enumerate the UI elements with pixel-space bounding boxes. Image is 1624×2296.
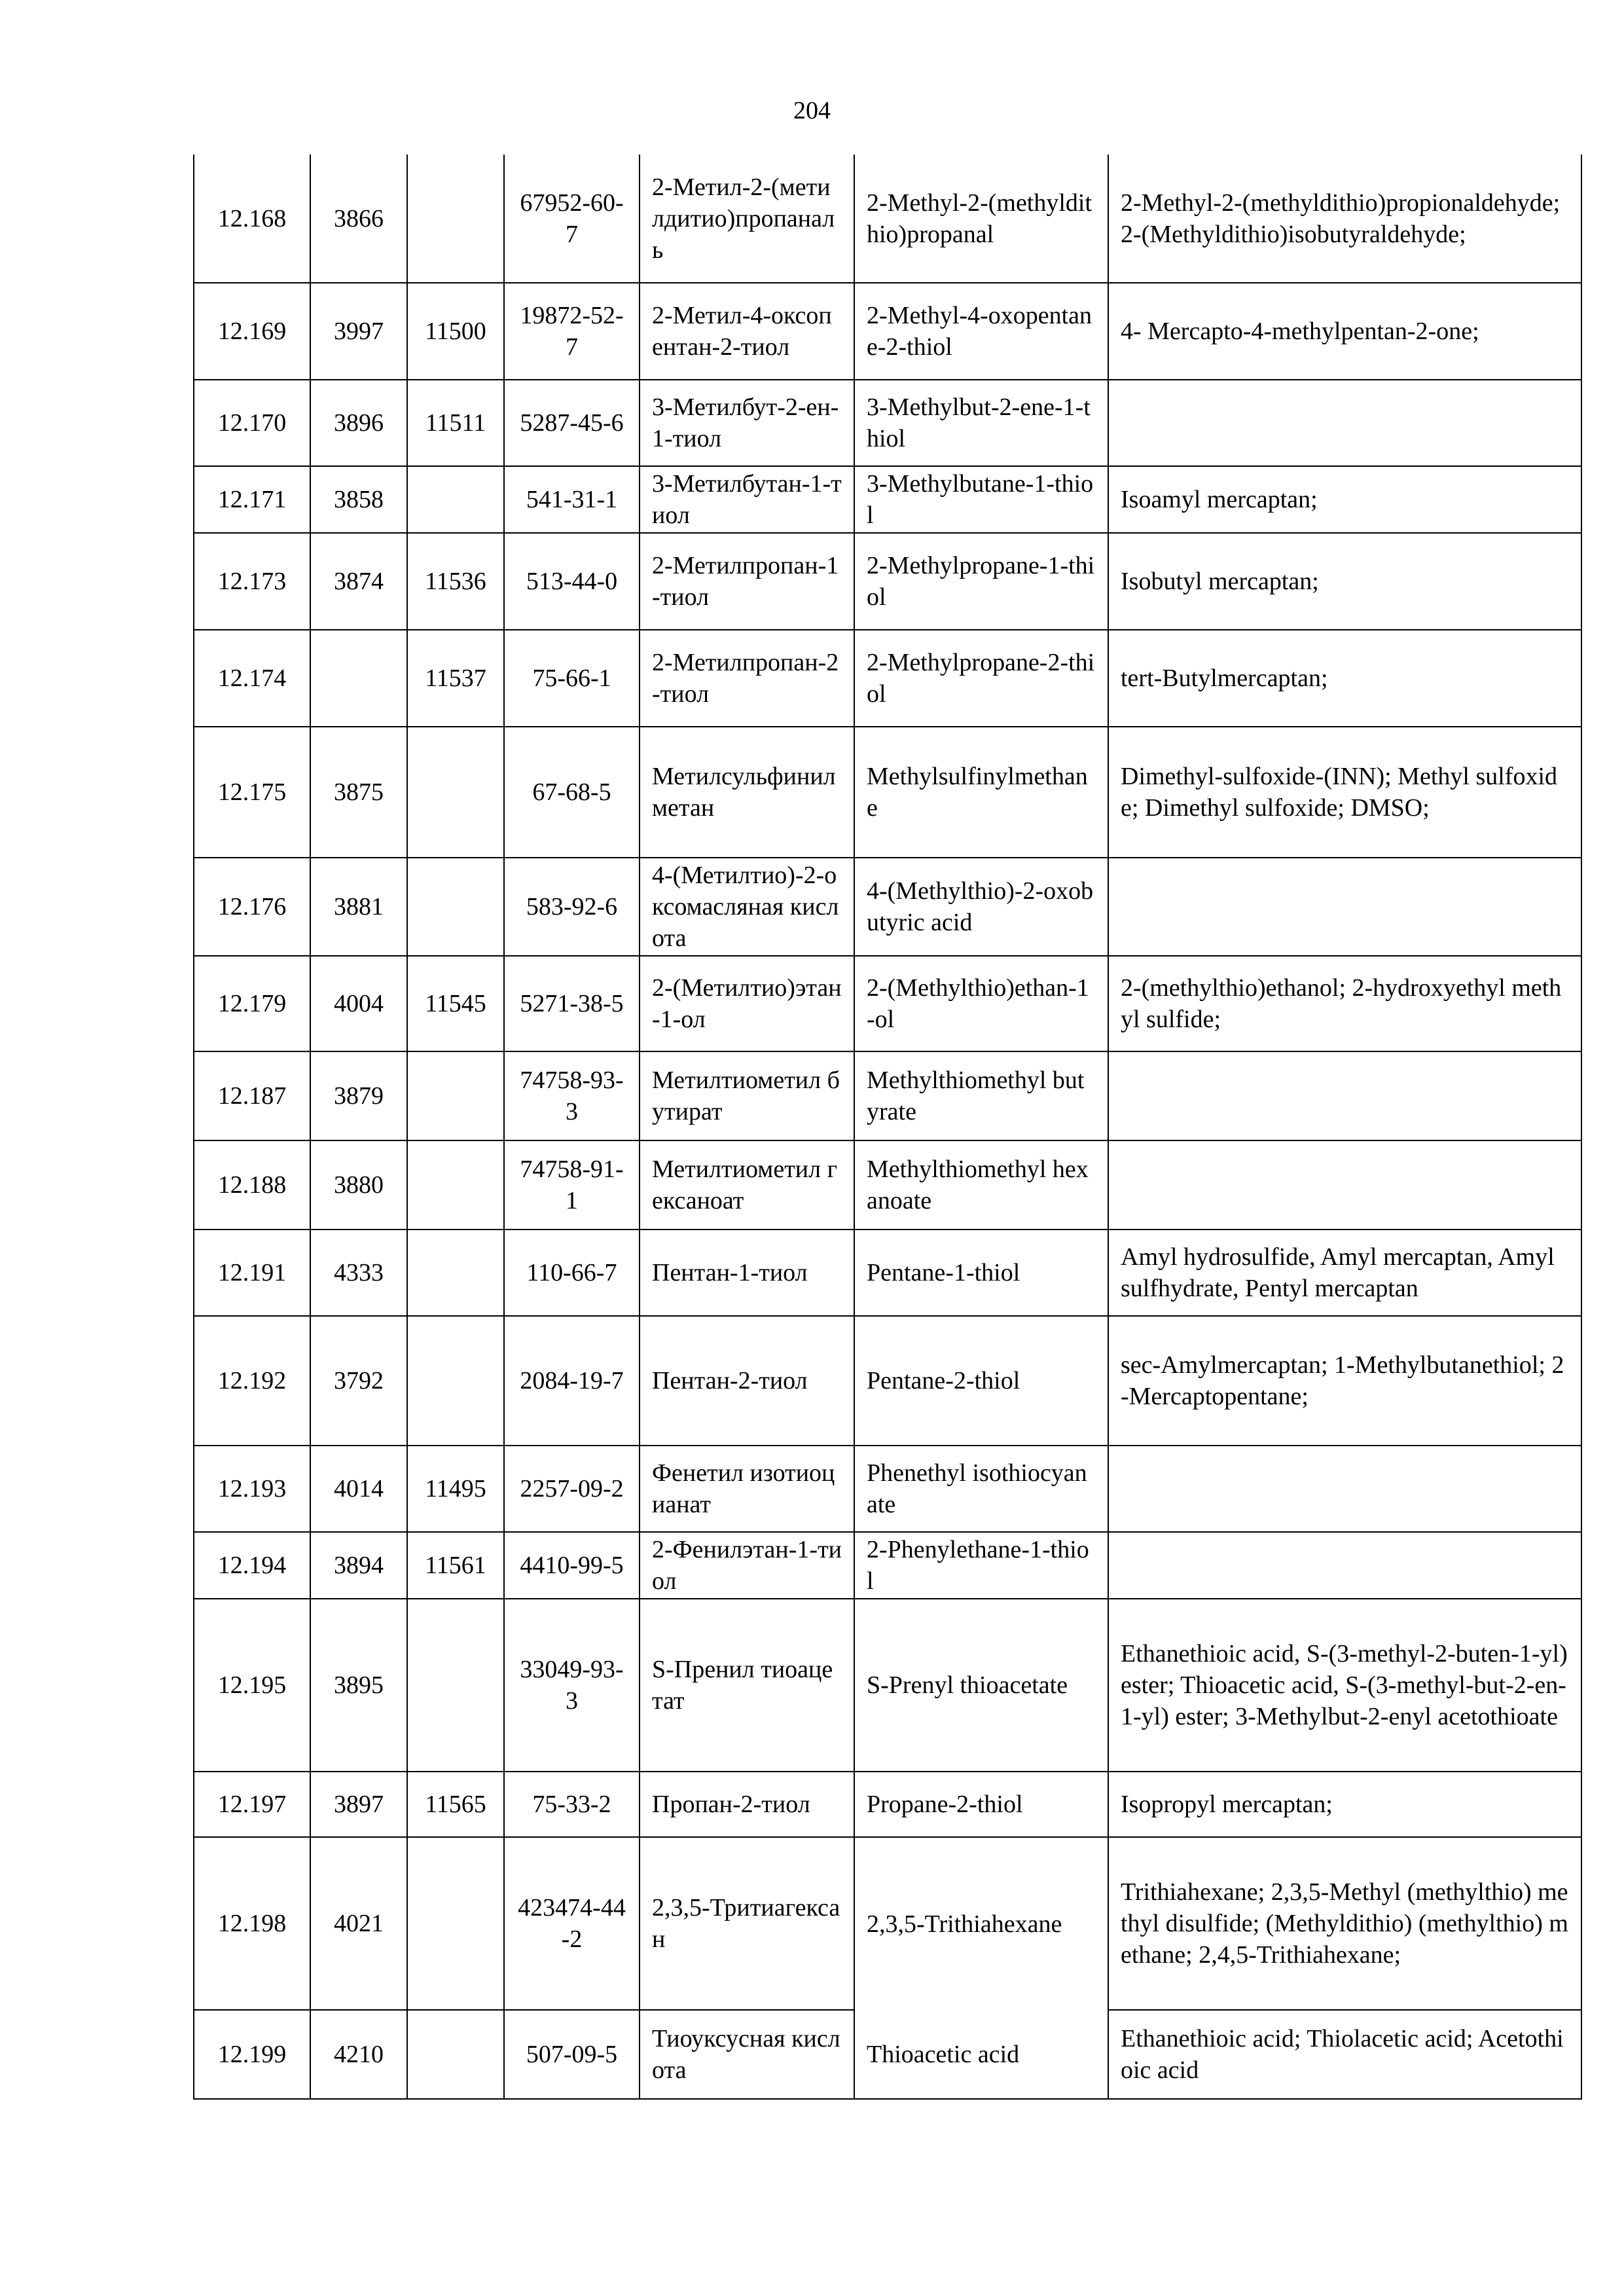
name-russian-cell: 2-Метил-2-(метилдитио)пропаналь xyxy=(640,155,854,283)
row-number-cell: 12.188 xyxy=(194,1140,310,1230)
synonyms-cell: Trithiahexane; 2,3,5-Methyl (methylthio) methyl disulfide; (Methyldithio) (methylthio) methane; 2,4,5-Trithiahexane; xyxy=(1108,1837,1581,2010)
fl-number-cell: 3879 xyxy=(310,1051,407,1140)
fl-number-cell xyxy=(310,630,407,727)
cas-number-cell: 507-09-5 xyxy=(504,2010,640,2099)
row-number-cell: 12.168 xyxy=(194,155,310,283)
fl-number-cell: 3894 xyxy=(310,1532,407,1599)
cas-number-cell: 513-44-0 xyxy=(504,533,640,630)
cas-number-cell: 75-66-1 xyxy=(504,630,640,727)
jecfa-number-cell: 11511 xyxy=(407,380,504,466)
row-number-cell: 12.199 xyxy=(194,2010,310,2099)
name-russian-cell: Метилтиометил гексаноат xyxy=(640,1140,854,1230)
table-row xyxy=(194,533,1581,630)
row-number-cell: 12.169 xyxy=(194,283,310,380)
table-row xyxy=(194,1837,1581,2010)
row-number-cell: 12.195 xyxy=(194,1599,310,1772)
jecfa-number-cell xyxy=(407,1140,504,1230)
synonyms-cell: Ethanethioic acid; Thiolacetic acid; Acetothioic acid xyxy=(1108,2010,1581,2099)
table-row xyxy=(194,1599,1581,1772)
fl-number-cell: 3858 xyxy=(310,466,407,533)
synonyms-cell xyxy=(1108,1532,1581,1599)
cas-number-cell: 2084-19-7 xyxy=(504,1316,640,1446)
synonyms-cell: 2-Methyl-2-(methyldithio)propionaldehyde; 2-(Methyldithio)isobutyraldehyde; xyxy=(1108,155,1581,283)
substances-table-body xyxy=(194,155,1581,2099)
table-row xyxy=(194,956,1581,1051)
name-russian-cell: 2-Метилпропан-1-тиол xyxy=(640,533,854,630)
jecfa-number-cell: 11500 xyxy=(407,283,504,380)
synonyms-cell: Isobutyl mercaptan; xyxy=(1108,533,1581,630)
name-russian-cell: 2,3,5-Тритиагексан xyxy=(640,1837,854,2010)
fl-number-cell: 3874 xyxy=(310,533,407,630)
synonyms-cell: 4- Mercapto-4-methylpentan-2-one; xyxy=(1108,283,1581,380)
name-english-cell: 2-Methylpropane-1-thiol xyxy=(854,533,1108,630)
jecfa-number-cell xyxy=(407,2010,504,2099)
jecfa-number-cell xyxy=(407,1051,504,1140)
table-row xyxy=(194,1316,1581,1446)
substances-table xyxy=(193,155,1582,2100)
fl-number-cell: 4014 xyxy=(310,1446,407,1532)
cas-number-cell: 5271-38-5 xyxy=(504,956,640,1051)
name-russian-cell: S-Пренил тиоацетат xyxy=(640,1599,854,1772)
fl-number-cell: 3895 xyxy=(310,1599,407,1772)
cas-number-cell: 75-33-2 xyxy=(504,1772,640,1837)
name-russian-cell: 3-Метилбут-2-ен-1-тиол xyxy=(640,380,854,466)
jecfa-number-cell: 11545 xyxy=(407,956,504,1051)
row-number-cell: 12.192 xyxy=(194,1316,310,1446)
fl-number-cell: 3880 xyxy=(310,1140,407,1230)
cas-number-cell: 67952-60-7 xyxy=(504,155,640,283)
cas-number-cell: 33049-93-3 xyxy=(504,1599,640,1772)
table-row xyxy=(194,466,1581,533)
row-number-cell: 12.197 xyxy=(194,1772,310,1837)
row-number-cell: 12.175 xyxy=(194,727,310,858)
name-english-cell: S-Prenyl thioacetate xyxy=(854,1599,1108,1772)
name-english-cell: 3-Methylbutane-1-thiol xyxy=(854,466,1108,533)
name-english-cell: 2-Phenylethane-1-thiol xyxy=(854,1532,1108,1599)
cas-number-cell: 19872-52-7 xyxy=(504,283,640,380)
jecfa-number-cell: 11565 xyxy=(407,1772,504,1837)
jecfa-number-cell xyxy=(407,1837,504,2010)
jecfa-number-cell: 11536 xyxy=(407,533,504,630)
name-english-cell: Pentane-2-thiol xyxy=(854,1316,1108,1446)
cas-number-cell: 583-92-6 xyxy=(504,858,640,956)
synonyms-cell: tert-Butylmercaptan; xyxy=(1108,630,1581,727)
name-russian-cell: Метилтиометил бутират xyxy=(640,1051,854,1140)
fl-number-cell: 3997 xyxy=(310,283,407,380)
cas-number-cell: 541-31-1 xyxy=(504,466,640,533)
fl-number-cell: 3866 xyxy=(310,155,407,283)
name-english-cell: Methylthiomethyl hexanoate xyxy=(854,1140,1108,1230)
row-number-cell: 12.174 xyxy=(194,630,310,727)
row-number-cell: 12.171 xyxy=(194,466,310,533)
name-russian-cell: 2-(Метилтио)этан-1-ол xyxy=(640,956,854,1051)
synonyms-cell xyxy=(1108,858,1581,956)
table-row xyxy=(194,2010,1581,2099)
fl-number-cell: 4004 xyxy=(310,956,407,1051)
synonyms-cell: Isoamyl mercaptan; xyxy=(1108,466,1581,533)
name-russian-cell: Пентан-2-тиол xyxy=(640,1316,854,1446)
fl-number-cell: 4021 xyxy=(310,1837,407,2010)
name-english-cell: 4-(Methylthio)-2-oxobutyric acid xyxy=(854,858,1108,956)
row-number-cell: 12.193 xyxy=(194,1446,310,1532)
fl-number-cell: 3881 xyxy=(310,858,407,956)
table-row xyxy=(194,1140,1581,1230)
jecfa-number-cell xyxy=(407,466,504,533)
name-english-cell: Pentane-1-thiol xyxy=(854,1230,1108,1316)
jecfa-number-cell xyxy=(407,727,504,858)
name-russian-cell: 3-Метилбутан-1-тиол xyxy=(640,466,854,533)
name-russian-cell: Фенетил изотиоцианат xyxy=(640,1446,854,1532)
table-row xyxy=(194,380,1581,466)
synonyms-cell xyxy=(1108,1446,1581,1532)
jecfa-number-cell: 11561 xyxy=(407,1532,504,1599)
cas-number-cell: 74758-93-3 xyxy=(504,1051,640,1140)
synonyms-cell: sec-Amylmercaptan; 1-Methylbutanethiol; 2-Mercaptopentane; xyxy=(1108,1316,1581,1446)
cas-number-cell: 423474-44-2 xyxy=(504,1837,640,2010)
cas-number-cell: 110-66-7 xyxy=(504,1230,640,1316)
cas-number-cell: 5287-45-6 xyxy=(504,380,640,466)
row-number-cell: 12.179 xyxy=(194,956,310,1051)
synonyms-cell xyxy=(1108,380,1581,466)
fl-number-cell: 4210 xyxy=(310,2010,407,2099)
synonyms-cell: Amyl hydrosulfide, Amyl mercaptan, Amyl sulfhydrate, Pentyl mercaptan xyxy=(1108,1230,1581,1316)
table-row xyxy=(194,858,1581,956)
table-row xyxy=(194,1772,1581,1837)
table-row xyxy=(194,155,1581,283)
name-russian-cell: Пентан-1-тиол xyxy=(640,1230,854,1316)
cas-number-cell: 74758-91-1 xyxy=(504,1140,640,1230)
name-english-cell: 2-Methylpropane-2-thiol xyxy=(854,630,1108,727)
name-russian-cell: Метилсульфинилметан xyxy=(640,727,854,858)
name-english-cell: 2-Methyl-2-(methyldithio)propanal xyxy=(854,155,1108,283)
page-number: 204 xyxy=(793,97,831,124)
row-number-cell: 12.170 xyxy=(194,380,310,466)
table-row xyxy=(194,283,1581,380)
name-english-cell: 3-Methylbut-2-ene-1-thiol xyxy=(854,380,1108,466)
table-row xyxy=(194,727,1581,858)
name-english-cell: 2-(Methylthio)ethan-1-ol xyxy=(854,956,1108,1051)
row-number-cell: 12.187 xyxy=(194,1051,310,1140)
jecfa-number-cell: 11537 xyxy=(407,630,504,727)
table-row xyxy=(194,1051,1581,1140)
name-english-cell: 2-Methyl-4-oxopentane-2-thiol xyxy=(854,283,1108,380)
table-row xyxy=(194,1230,1581,1316)
name-russian-cell: 2-Метилпропан-2-тиол xyxy=(640,630,854,727)
jecfa-number-cell xyxy=(407,155,504,283)
name-russian-cell: 4-(Метилтио)-2-оксомасляная кислота xyxy=(640,858,854,956)
fl-number-cell: 3897 xyxy=(310,1772,407,1837)
row-number-cell: 12.191 xyxy=(194,1230,310,1316)
fl-number-cell: 3896 xyxy=(310,380,407,466)
row-number-cell: 12.194 xyxy=(194,1532,310,1599)
synonyms-cell xyxy=(1108,1051,1581,1140)
cas-number-cell: 4410-99-5 xyxy=(504,1532,640,1599)
synonyms-cell: Ethanethioic acid, S-(3-methyl-2-buten-1-yl) ester; Thioacetic acid, S-(3-methyl-but-2-en-1-yl) ester; 3-Methylbut-2-enyl acetothioate xyxy=(1108,1599,1581,1772)
jecfa-number-cell xyxy=(407,1230,504,1316)
table-row xyxy=(194,1532,1581,1599)
fl-number-cell: 3792 xyxy=(310,1316,407,1446)
table-row xyxy=(194,630,1581,727)
jecfa-number-cell: 11495 xyxy=(407,1446,504,1532)
name-russian-cell: Тиоуксусная кислота xyxy=(640,2010,854,2099)
name-russian-cell: 2-Метил-4-оксопентан-2-тиол xyxy=(640,283,854,380)
table-row xyxy=(194,1446,1581,1532)
jecfa-number-cell xyxy=(407,858,504,956)
name-english-cell: Methylthiomethyl butyrate xyxy=(854,1051,1108,1140)
synonyms-cell: Isopropyl mercaptan; xyxy=(1108,1772,1581,1837)
synonyms-cell xyxy=(1108,1140,1581,1230)
cas-number-cell: 2257-09-2 xyxy=(504,1446,640,1532)
name-russian-cell: Пропан-2-тиол xyxy=(640,1772,854,1837)
name-english-cell: Thioacetic acid xyxy=(854,2010,1108,2099)
row-number-cell: 12.173 xyxy=(194,533,310,630)
row-number-cell: 12.198 xyxy=(194,1837,310,2010)
name-english-cell: 2,3,5-Trithiahexane xyxy=(854,1837,1108,2010)
synonyms-cell: 2-(methylthio)ethanol; 2-hydroxyethyl methyl sulfide; xyxy=(1108,956,1581,1051)
row-number-cell: 12.176 xyxy=(194,858,310,956)
name-russian-cell: 2-Фенилэтан-1-тиол xyxy=(640,1532,854,1599)
synonyms-cell: Dimethyl-sulfoxide-(INN); Methyl sulfoxide; Dimethyl sulfoxide; DMSO; xyxy=(1108,727,1581,858)
name-english-cell: Phenethyl isothiocyanate xyxy=(854,1446,1108,1532)
fl-number-cell: 3875 xyxy=(310,727,407,858)
fl-number-cell: 4333 xyxy=(310,1230,407,1316)
jecfa-number-cell xyxy=(407,1599,504,1772)
name-english-cell: Propane-2-thiol xyxy=(854,1772,1108,1837)
name-english-cell: Methylsulfinylmethane xyxy=(854,727,1108,858)
jecfa-number-cell xyxy=(407,1316,504,1446)
cas-number-cell: 67-68-5 xyxy=(504,727,640,858)
